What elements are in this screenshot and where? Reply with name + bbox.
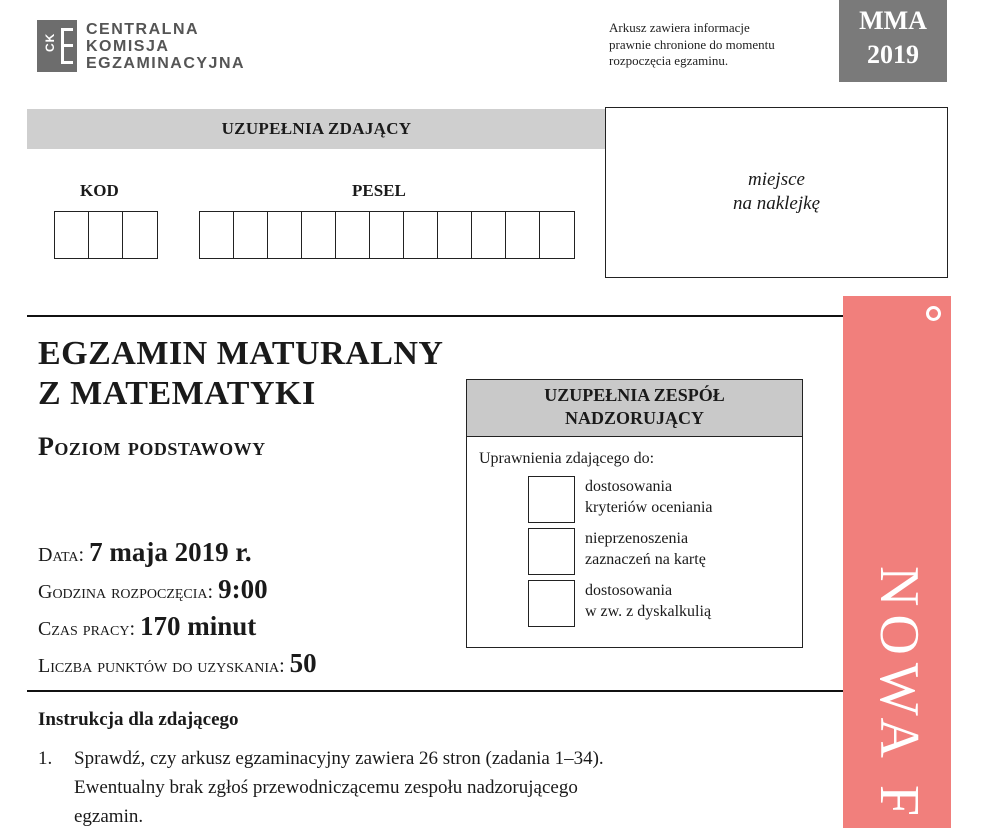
candidate-section-header: UZUPEŁNIA ZDAJĄCY [27,109,606,149]
pesel-cell[interactable] [506,212,540,258]
supervisor-panel [466,379,803,648]
exam-level: Poziom podstawowy [38,432,266,461]
accommodation-option [528,580,711,627]
points-value: 50 [289,648,317,678]
pesel-cell[interactable] [268,212,302,258]
accommodation-label-line: zaznaczeń na kartę [585,551,706,568]
kod-cell[interactable] [123,212,157,258]
legal-notice [609,20,775,70]
accommodation-label-line: dostosowania [585,582,673,599]
instructions-title: Instrukcja dla zdającego [38,709,239,730]
kod-cell[interactable] [55,212,89,258]
instruction-line: egzamin. [74,806,144,827]
instruction-item [38,744,828,828]
instruction-line: Ewentualny brak zgłoś przewodniczącemu zespołu nadzorującego [74,777,578,798]
exam-duration [38,611,256,642]
kod-input-boxes[interactable] [54,211,158,259]
logo-line: EGZAMINACYJNA [86,54,246,72]
logo-line: CENTRALNA [86,20,200,38]
date-label: Data: [38,544,85,566]
instruction-number: 1. [38,748,53,769]
notice-line: Arkusz zawiera informacje [609,20,750,35]
pesel-cell[interactable] [200,212,234,258]
date-value: 7 maja 2019 r. [89,537,252,567]
notice-line: prawnie chronione do momentu [609,36,775,52]
accommodation-option [528,476,713,523]
start-label: Godzina rozpoczęcia: [38,581,214,603]
pesel-cell[interactable] [540,212,574,258]
logo-mark-text: CK [43,32,57,52]
accommodation-label [585,580,711,622]
pesel-label: PESEL [352,181,406,200]
pesel-cell[interactable] [336,212,370,258]
pesel-cell[interactable] [302,212,336,258]
cke-logo-mark [37,20,77,72]
kod-label: KOD [80,181,119,200]
points-label: Liczba punktów do uzyskania: [38,655,285,677]
exam-date [38,537,252,568]
divider-bottom [27,690,843,692]
exam-code: MMA [859,6,927,35]
accommodation-checkbox[interactable] [528,476,575,523]
accommodation-label-line: nieprzenoszenia [585,530,689,547]
instruction-line: Sprawdź, czy arkusz egzaminacyjny zawiera 26 stron (zadania 1–34). [74,748,604,769]
exam-start-time [38,574,268,605]
cke-logo [37,20,245,72]
sticker-line: miejsce [748,169,805,190]
duration-value: 170 minut [140,611,257,641]
accommodation-option [528,528,706,575]
band-circle-icon [926,306,941,321]
pesel-cell[interactable] [234,212,268,258]
start-value: 9:00 [218,574,268,604]
pesel-cell[interactable] [370,212,404,258]
instruction-text [74,744,828,828]
logo-text [86,21,245,72]
exam-title-line: EGZAMIN MATURALNY [38,335,444,372]
pesel-cell[interactable] [404,212,438,258]
pesel-cell[interactable] [438,212,472,258]
supervisor-header-line: UZUPEŁNIA ZESPÓŁ [544,385,725,405]
exam-title-line: Z MATEMATYKI [38,375,316,412]
divider-top [27,315,843,317]
supervisor-panel-header [467,380,802,437]
exam-title [38,334,443,414]
band-text: NOWA F [868,566,930,825]
accommodation-label-line: kryteriów oceniania [585,499,713,516]
new-formula-band [843,296,951,828]
accommodation-checkbox[interactable] [528,580,575,627]
sticker-line: na naklejkę [732,193,821,214]
exam-points [38,648,317,679]
duration-label: Czas pracy: [38,618,136,640]
logo-line: KOMISJA [86,37,170,55]
sticker-placeholder [605,107,948,278]
pesel-cell[interactable] [472,212,506,258]
pesel-input-boxes[interactable] [199,211,575,259]
accommodation-label-line: dostosowania [585,478,673,495]
supervisor-intro: Uprawnienia zdającego do: [479,450,655,467]
accommodation-checkbox[interactable] [528,528,575,575]
logo-mark-e-shape [61,28,73,64]
exam-code-box [839,0,947,82]
accommodation-label [585,528,706,570]
exam-year: 2019 [867,40,919,69]
supervisor-header-line: NADZORUJĄCY [565,408,704,428]
accommodation-label-line: w zw. z dyskalkulią [585,603,712,620]
accommodation-label [585,476,713,518]
notice-line: rozpoczęcia egzaminu. [609,53,729,68]
kod-cell[interactable] [89,212,123,258]
